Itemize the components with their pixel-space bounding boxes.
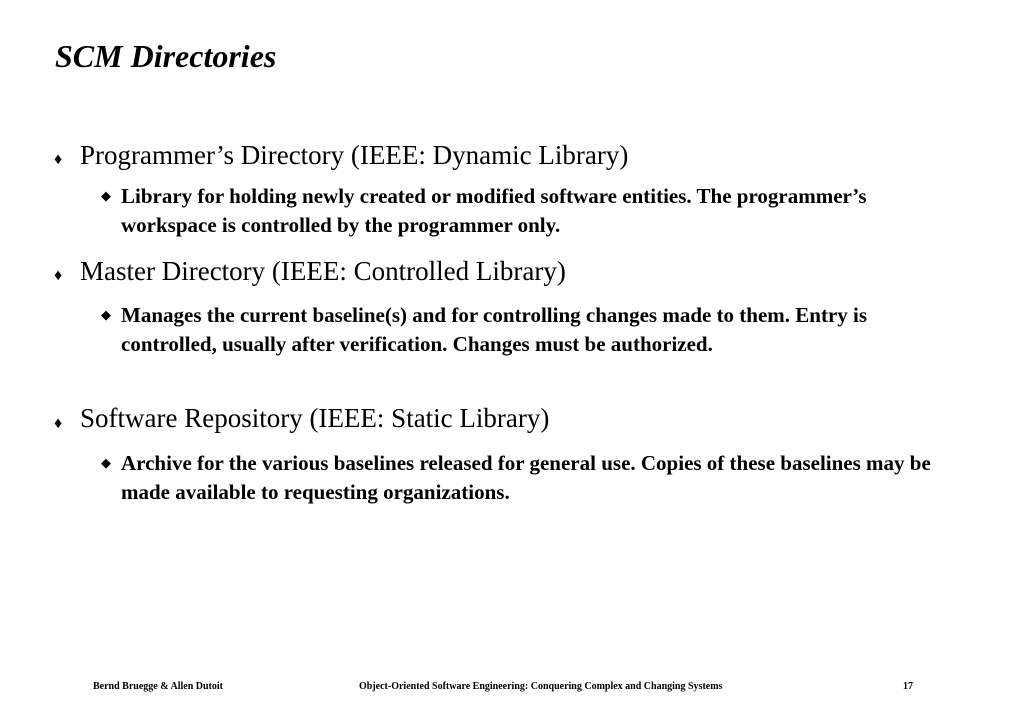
bullet-detail-software-repository: Archive for the various baselines released for general use. Copies of these baselines may be made available to requesting organizations. [121,451,931,504]
bullet-detail-master-directory: Manages the current baseline(s) and for controlling changes made to them. Entry is controlled, usually after verification. Changes must be authorized. [121,303,868,356]
footer-page-number: 17 [903,681,913,692]
bullet-heading-programmers-directory: Programmer’s Directory (IEEE: Dynamic Library) [80,140,629,170]
footer-book-title: Object-Oriented Software Engineering: Conquering Complex and Changing Systems [359,681,723,692]
footer-authors: Bernd Bruegge & Allen Dutoit [93,681,223,692]
diamond-sub-bullet-icon: ◆ [101,307,111,322]
slide-title: SCM Directories [55,38,277,74]
diamond-bullet-icon: ♦ [54,151,63,168]
diamond-bullet-icon: ♦ [54,415,63,432]
diamond-bullet-icon: ♦ [54,267,63,284]
bullet-heading-software-repository: Software Repository (IEEE: Static Library) [80,403,550,433]
diamond-sub-bullet-icon: ◆ [101,455,111,470]
diamond-sub-bullet-icon: ◆ [101,188,111,203]
bullet-detail-programmers-directory: Library for holding newly created or modified software entities. The programmer’s workspace is controlled by the programmer only. [121,184,867,237]
bullet-heading-master-directory: Master Directory (IEEE: Controlled Library) [80,256,566,286]
